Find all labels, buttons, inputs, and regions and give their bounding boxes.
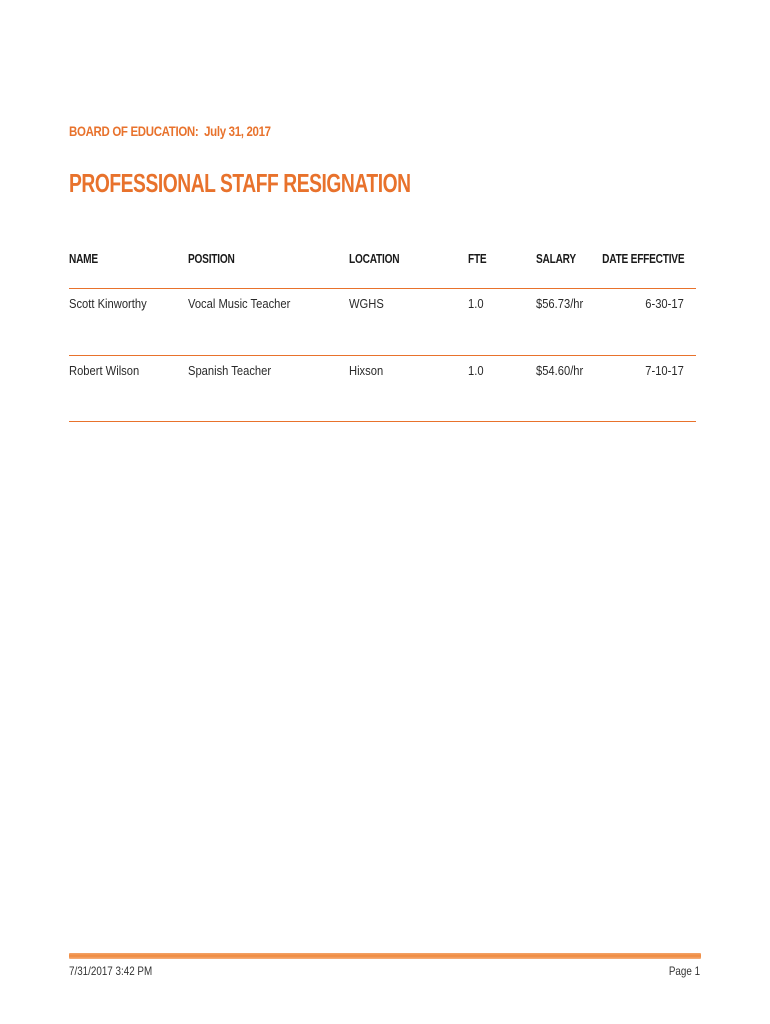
table-row (69, 296, 696, 316)
column-header-position: POSITION (188, 251, 235, 266)
cell-name: Robert Wilson (69, 363, 140, 378)
cell-date-effective: 6-30-17 (645, 296, 684, 311)
board-label: BOARD OF EDUCATION: (69, 123, 199, 139)
table-row (69, 363, 696, 383)
divider (69, 421, 696, 422)
page-title: PROFESSIONAL STAFF RESIGNATION (69, 168, 411, 198)
cell-position: Vocal Music Teacher (188, 296, 291, 311)
footer-accent-bar (69, 953, 701, 959)
column-header-location: LOCATION (349, 251, 400, 266)
column-header-fte: FTE (468, 251, 487, 266)
footer-page-number: Page 1 (668, 964, 700, 978)
column-header-name: NAME (69, 251, 98, 266)
board-heading (69, 123, 271, 139)
meeting-date: July 31, 2017 (204, 123, 271, 139)
cell-location: WGHS (349, 296, 384, 311)
cell-location: Hixson (349, 363, 384, 378)
cell-position: Spanish Teacher (188, 363, 272, 378)
cell-name: Scott Kinworthy (69, 296, 147, 311)
cell-salary: $54.60/hr (536, 363, 584, 378)
cell-fte: 1.0 (468, 296, 484, 311)
cell-salary: $56.73/hr (536, 296, 584, 311)
cell-date-effective: 7-10-17 (645, 363, 684, 378)
column-header-salary: SALARY (536, 251, 576, 266)
divider (69, 288, 696, 289)
cell-fte: 1.0 (468, 363, 484, 378)
footer-timestamp: 7/31/2017 3:42 PM (69, 964, 153, 978)
divider (69, 355, 696, 356)
column-header-date-effective: DATE EFFECTIVE (601, 251, 684, 266)
table-header (69, 251, 696, 271)
